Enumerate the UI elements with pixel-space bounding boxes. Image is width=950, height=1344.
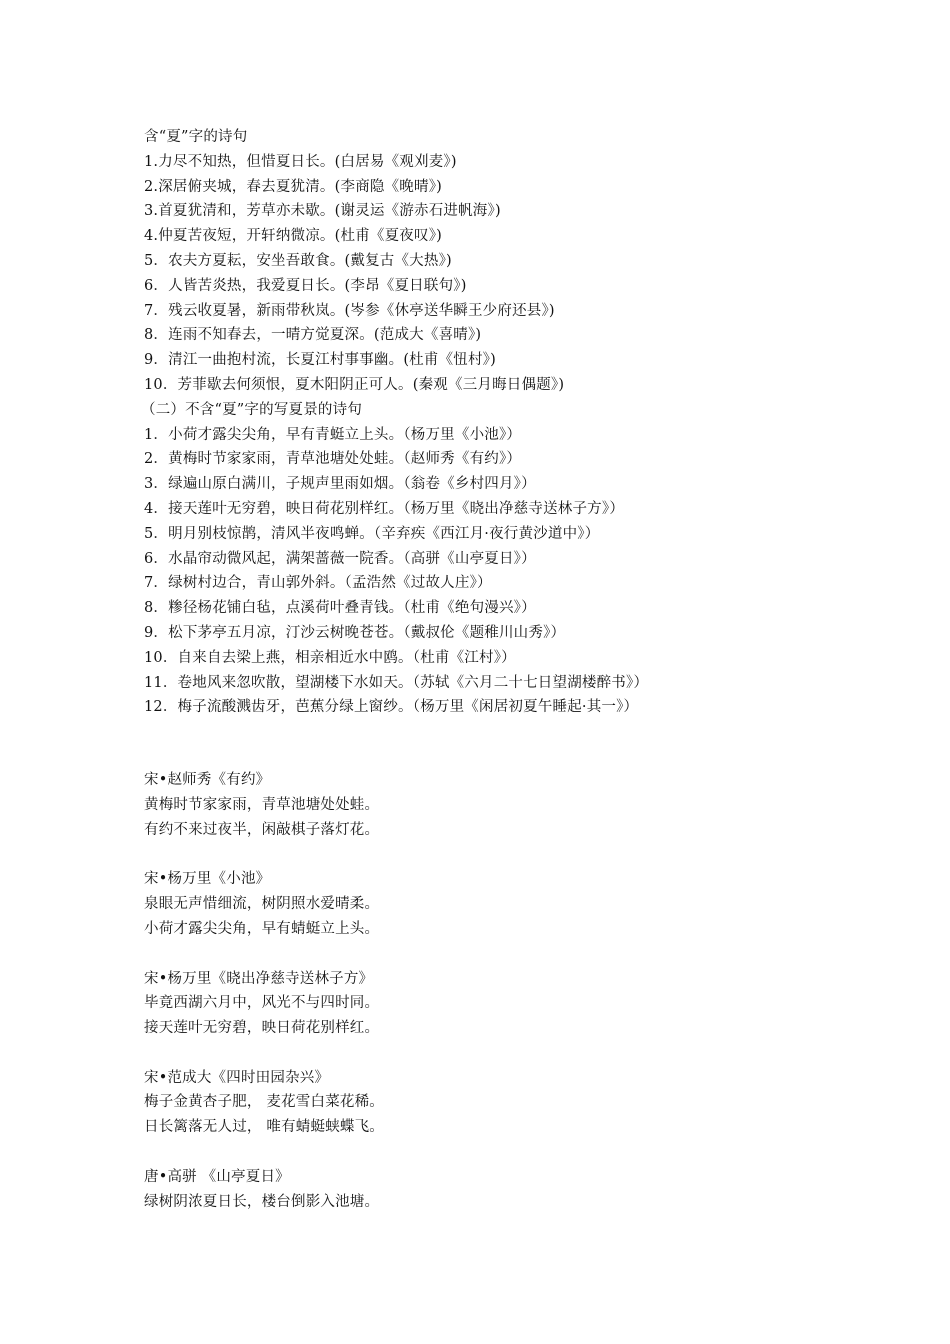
- poem-line: 毕竟西湖六月中，风光不与四时同。: [144, 995, 380, 1012]
- list-item: 5．明月别枝惊鹊，清风半夜鸣蝉。（辛弃疾《西江月·夜行黄沙道中》）: [144, 525, 600, 542]
- list-item: 6．人皆苦炎热，我爱夏日长。(李昂《夏日联句》): [144, 277, 467, 294]
- poem-line: 日长篱落无人过， 唯有蜻蜓蛱蝶飞。: [144, 1119, 385, 1136]
- poem-title: 宋•杨万里《晓出净慈寺送林子方》: [144, 970, 374, 987]
- poem-title: 宋•杨万里《小池》: [144, 871, 271, 888]
- list-item: 6．水晶帘动微风起，满架蔷薇一院香。（高骈《山亭夏日》）: [144, 550, 536, 567]
- poem-lines-with-xia-list: [144, 150, 904, 398]
- list-item: 10．自来自去梁上燕，相亲相近水中鸥。（杜甫《江村》）: [144, 649, 516, 666]
- poem-title: 宋•范成大《四时田园杂兴》: [144, 1069, 330, 1086]
- list-item: 3.首夏犹清和，芳草亦未歇。(谢灵运《游赤石进帆海》): [144, 203, 501, 220]
- list-item: 9．清江一曲抱村流，长夏江村事事幽。(杜甫《忸村》): [144, 352, 496, 369]
- poem-block: [144, 867, 904, 941]
- poem-line: 梅子金黄杏子肥， 麦花雪白菜花稀。: [144, 1094, 385, 1111]
- list-item: 10．芳菲歇去何须恨，夏木阳阴正可人。(秦观《三月晦日偶题》): [144, 376, 565, 393]
- list-item: 2．黄梅时节家家雨，青草池塘处处蛙。（赵师秀《有约》）: [144, 451, 522, 468]
- poem-block: [144, 1066, 904, 1140]
- list-item: 7．绿树村边合，青山郭外斜。（孟浩然《过故人庄》）: [144, 575, 492, 592]
- list-item: 4．接天莲叶无穷碧，映日荷花别样红。（杨万里《晓出净慈寺送林子方》）: [144, 500, 625, 517]
- poem-block: [144, 768, 904, 842]
- list-item: 11．卷地风来忽吹散，望湖楼下水如天。（苏轼《六月二十七日望湖楼醉书》）: [144, 674, 649, 691]
- list-item: 3．绿遍山原白满川，子规声里雨如烟。（翁卷《乡村四月》）: [144, 476, 536, 493]
- list-item: 12．梅子流酸溅齿牙，芭蕉分绿上窗纱。（杨万里《闲居初夏午睡起·其一》）: [144, 699, 639, 716]
- full-poems-section: [144, 768, 904, 1214]
- poem-line: 绿树阴浓夏日长，楼台倒影入池塘。: [144, 1193, 380, 1210]
- poem-line: 黄梅时节家家雨，青草池塘处处蛙。: [144, 796, 380, 813]
- document-body: [141, 125, 904, 1239]
- poem-line: 有约不来过夜半，闲敲棋子落灯花。: [144, 821, 380, 838]
- list-item: 8．连雨不知春去，一晴方觉夏深。(范成大《喜晴》): [144, 327, 482, 344]
- poem-line: 小荷才露尖尖角，早有蜻蜓立上头。: [144, 920, 380, 937]
- list-item: 1．小荷才露尖尖角，早有青蜓立上头。（杨万里《小池》）: [144, 426, 522, 443]
- list-item: 1.力尽不知热，但惜夏日长。(白居易《观刈麦》): [144, 153, 457, 170]
- list-item: 9．松下茅亭五月凉，汀沙云树晚苍苍。（戴叔伦《题稚川山秀》）: [144, 624, 566, 641]
- list-item: 4.仲夏苦夜短，开轩纳微凉。(杜甫《夏夜叹》): [144, 228, 442, 245]
- poem-line: 接天莲叶无穷碧，映日荷花别样红。: [144, 1020, 380, 1037]
- list-item: 2.深居俯夹城，春去夏犹清。(李商隐《晚晴》): [144, 178, 442, 195]
- poem-block: [144, 1165, 904, 1215]
- poem-title: 唐•高骈 《山亭夏日》: [144, 1168, 290, 1185]
- list-item: 5．农夫方夏耘，安坐吾敢食。(戴复古《大热》): [144, 252, 452, 269]
- poem-block: [144, 967, 904, 1041]
- list-item: 7．残云收夏暑，新雨带秋岚。(岑参《休亭送华瞬王少府还县》): [144, 302, 555, 319]
- section-heading-without-xia: （二）不含“夏”字的写夏景的诗句: [141, 401, 363, 418]
- poem-lines-without-xia-list: [144, 423, 904, 721]
- poem-title: 宋•赵师秀《有约》: [144, 772, 271, 789]
- section-heading-with-xia: 含“夏”字的诗句: [144, 129, 248, 145]
- list-item: 8．糁径杨花铺白毡，点溪荷叶叠青钱。（杜甫《绝句漫兴》）: [144, 600, 536, 617]
- poem-line: 泉眼无声惜细流，树阴照水爱晴柔。: [144, 896, 380, 913]
